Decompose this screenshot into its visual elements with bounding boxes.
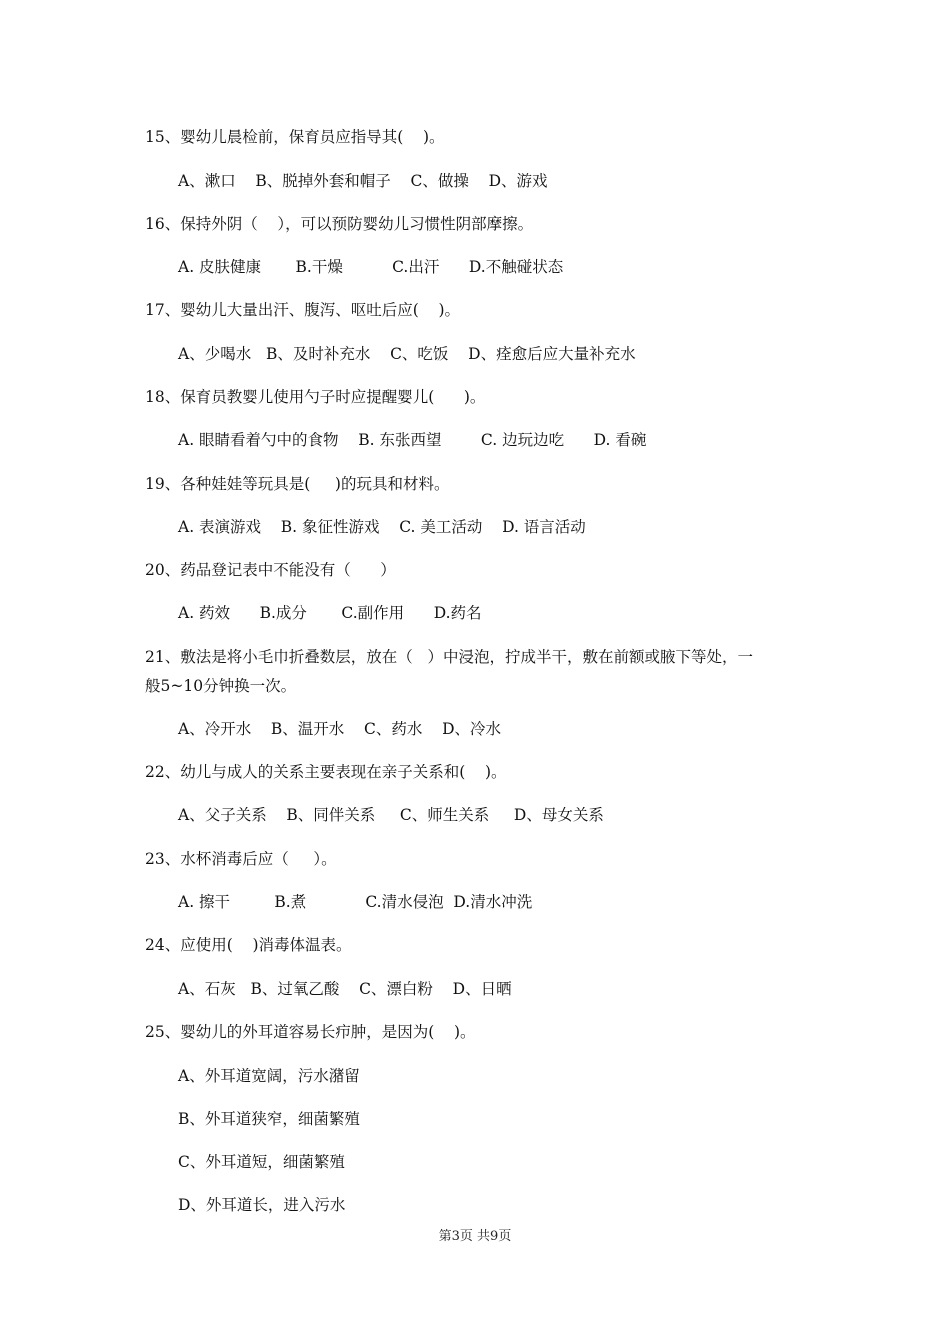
- question-22-options: A、父子关系 B、同伴关系 C、师生关系 D、母女关系: [178, 806, 604, 824]
- question-17-stem: 17、婴幼儿大量出汗、腹泻、呕吐后应( )。: [145, 301, 461, 319]
- question-19-options: A. 表演游戏 B. 象征性游戏 C. 美工活动 D. 语言活动: [178, 518, 586, 536]
- question-20-stem: 20、药品登记表中不能没有（ ）: [145, 561, 396, 579]
- question-21-stem: 21、敷法是将小毛巾折叠数层，放在（ ）中浸泡，拧成半干，敷在前额或腋下等处，一: [145, 648, 754, 666]
- question-25-option-a: A、外耳道宽阔，污水潴留: [178, 1067, 360, 1085]
- question-16-options: A. 皮肤健康 B.干燥 C.出汗 D.不触碰状态: [178, 258, 564, 276]
- page-footer: 第3页 共9页: [438, 1229, 512, 1244]
- question-17-options: A、少喝水 B、及时补充水 C、吃饭 D、痊愈后应大量补充水: [178, 345, 636, 363]
- question-22-stem: 22、幼儿与成人的关系主要表现在亲子关系和( )。: [145, 763, 507, 781]
- question-25-option-b: B、外耳道狭窄，细菌繁殖: [178, 1110, 360, 1128]
- question-23-stem: 23、水杯消毒后应（ ）。: [145, 850, 337, 868]
- question-24-options: A、石灰 B、过氧乙酸 C、漂白粉 D、日晒: [178, 980, 512, 998]
- question-20-options: A. 药效 B.成分 C.副作用 D.药名: [178, 604, 482, 622]
- question-16-stem: 16、保持外阴（ ），可以预防婴幼儿习惯性阴部摩擦。: [145, 215, 534, 233]
- question-19-stem: 19、各种娃娃等玩具是( )的玩具和材料。: [145, 475, 450, 493]
- question-23-options: A. 擦干 B.煮 C.清水侵泡 D.清水冲洗: [178, 893, 533, 911]
- question-15-options: A、漱口 B、脱掉外套和帽子 C、做操 D、游戏: [178, 172, 548, 190]
- question-18-stem: 18、保育员教婴儿使用勺子时应提醒婴儿( )。: [145, 388, 486, 406]
- question-25-option-d: D、外耳道长，进入污水: [178, 1196, 346, 1214]
- question-18-options: A. 眼睛看着勺中的食物 B. 东张西望 C. 边玩边吃 D. 看碗: [178, 431, 647, 449]
- question-21-options: A、冷开水 B、温开水 C、药水 D、冷水: [178, 720, 501, 738]
- question-25-option-c: C、外耳道短，细菌繁殖: [178, 1153, 345, 1171]
- question-21-stem-continued: 般5~10分钟换一次。: [145, 677, 297, 695]
- question-15-stem: 15、婴幼儿晨检前，保育员应指导其( )。: [145, 128, 445, 146]
- question-24-stem: 24、应使用( )消毒体温表。: [145, 936, 352, 954]
- question-25-stem: 25、婴幼儿的外耳道容易长疖肿，是因为( )。: [145, 1023, 476, 1041]
